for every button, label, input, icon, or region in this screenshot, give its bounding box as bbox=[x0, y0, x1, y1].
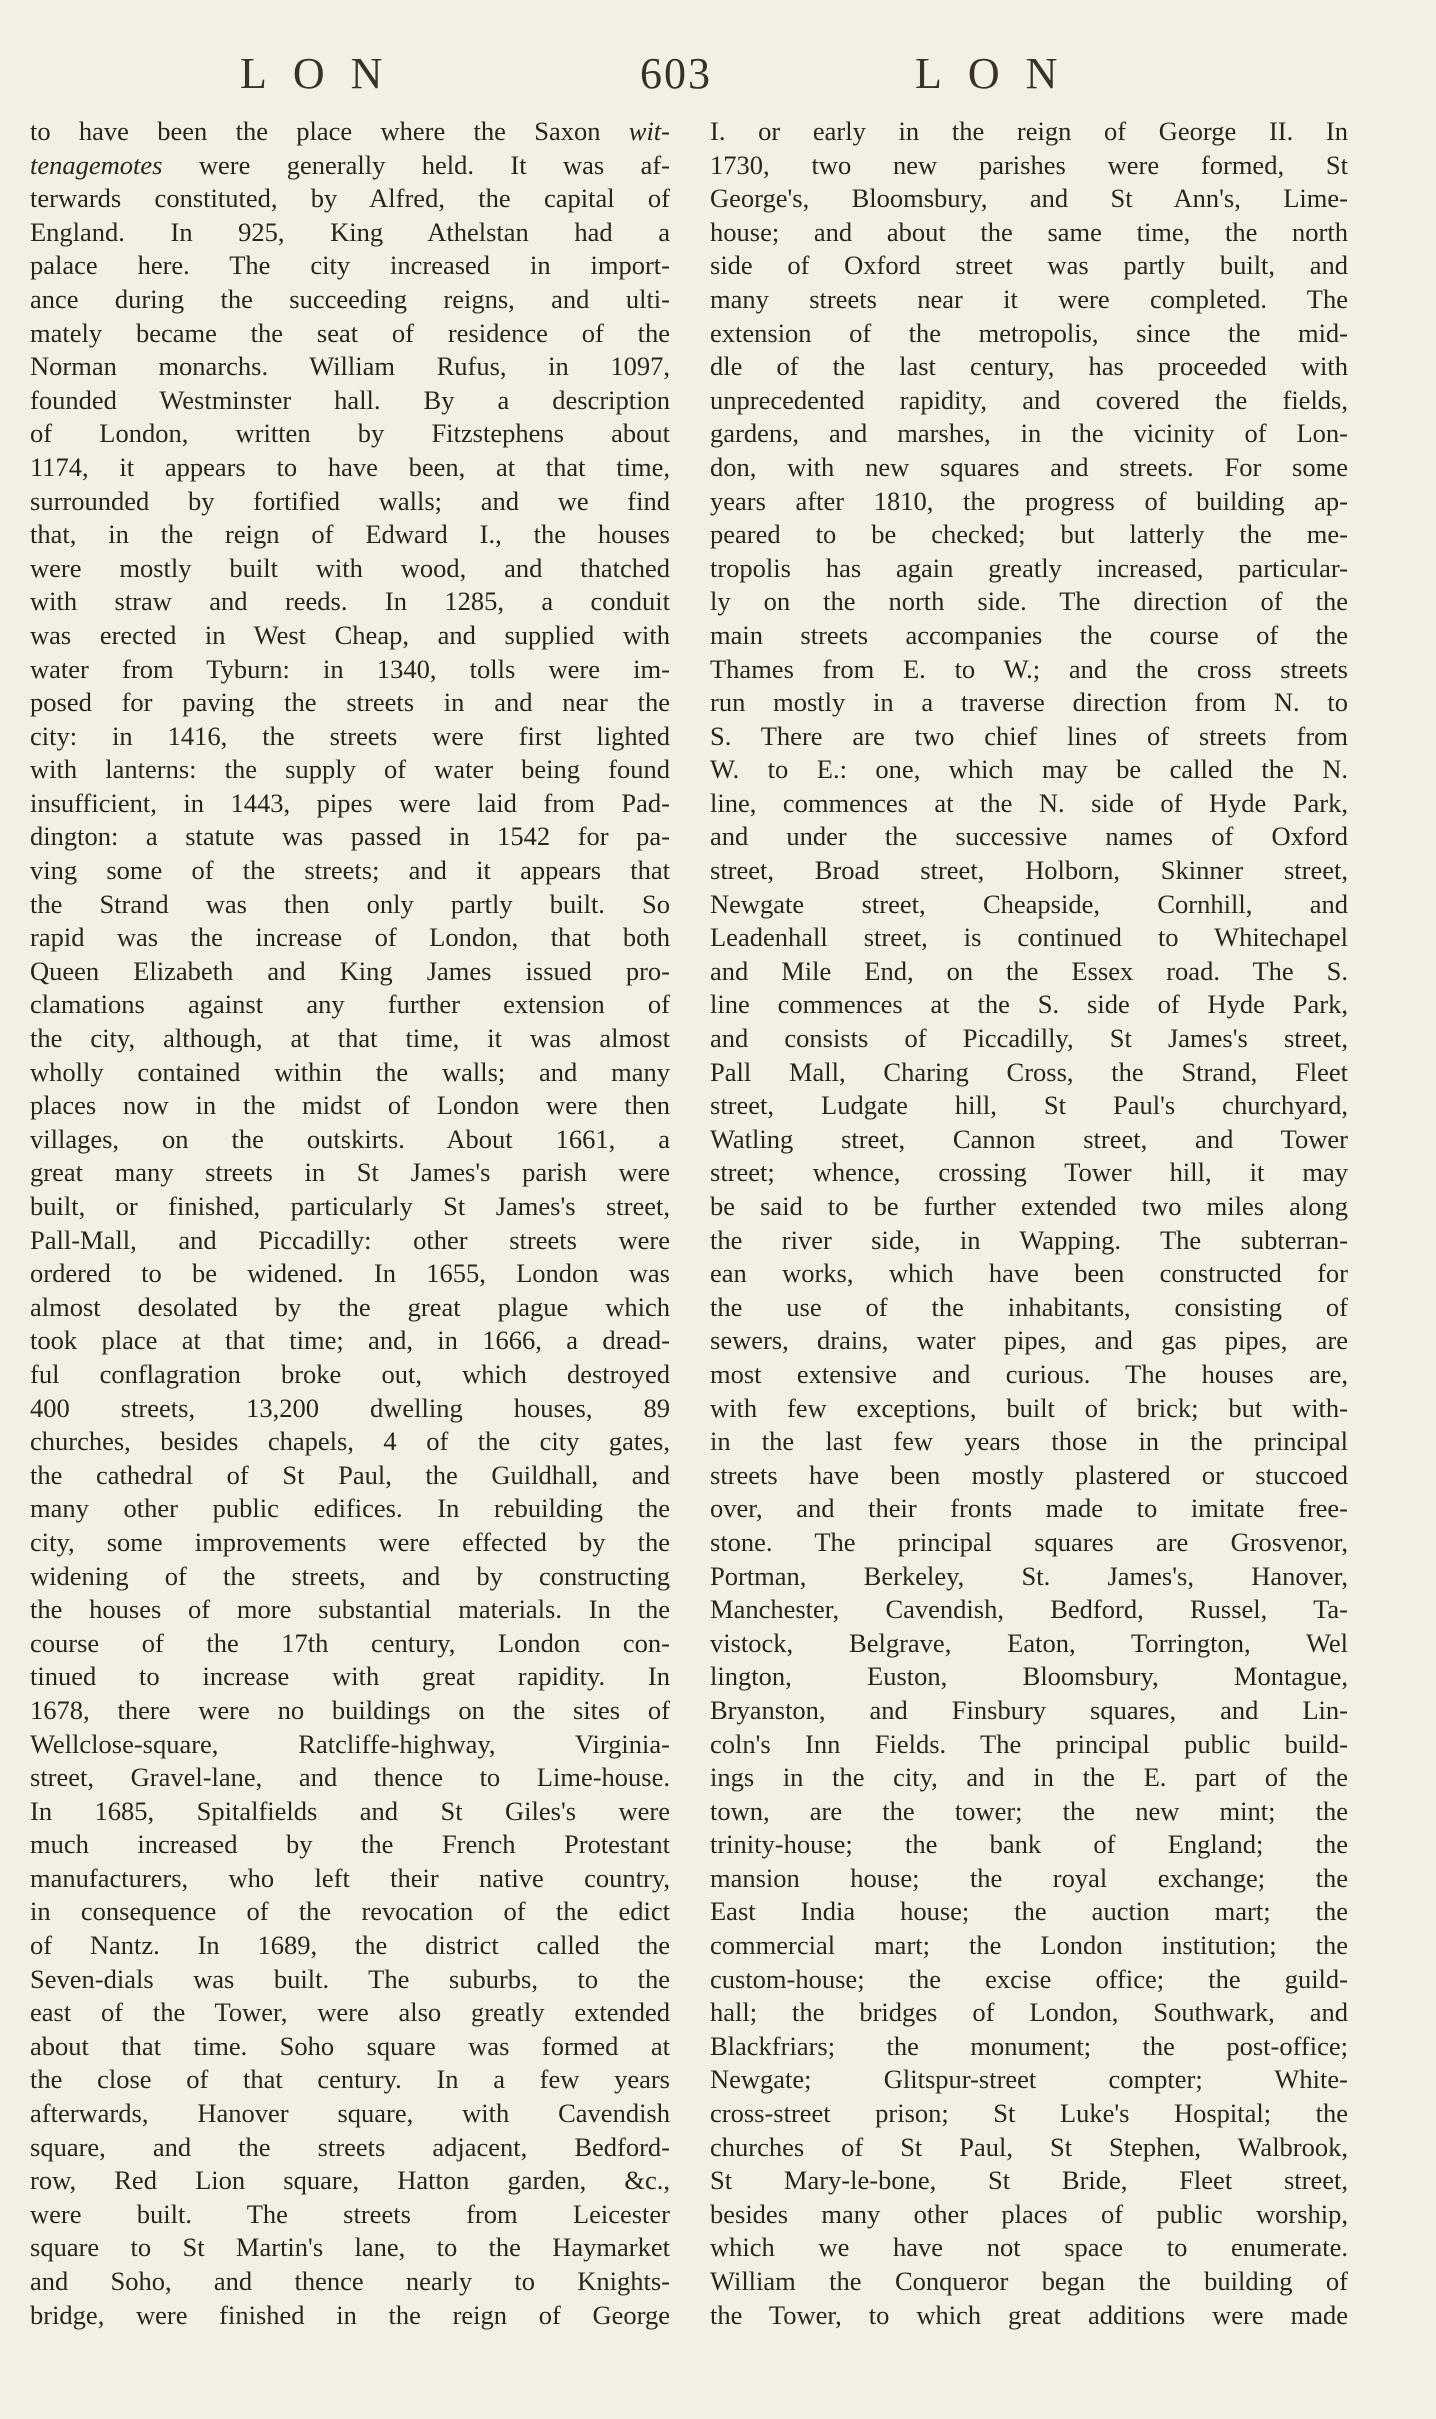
right-column-line: Newgate street, Cheapside, Cornhill, and bbox=[710, 888, 1348, 919]
left-column-line: was erected in West Cheap, and supplied with bbox=[30, 619, 670, 650]
page-number: 603 bbox=[640, 49, 712, 98]
right-column-line: William the Conqueror began the building of bbox=[710, 2266, 1348, 2296]
left-column-line: 1678, there were no buildings on the sites of bbox=[30, 1694, 670, 1725]
left-column-line: ving some of the streets; and it appears that bbox=[30, 855, 670, 886]
left-column-line: places now in the midst of London were then bbox=[30, 1090, 670, 1121]
left-column-line: the cathedral of St Paul, the Guildhall, and bbox=[30, 1459, 670, 1490]
right-column-line: St Mary-le-bone, St Bride, Fleet street, bbox=[710, 2165, 1348, 2196]
left-column-line: in consequence of the revocation of the edict bbox=[30, 1896, 670, 1927]
right-column-line: lington, Euston, Bloomsbury, Montague, bbox=[710, 1661, 1348, 1692]
right-column-line: side of Oxford street was partly built, and bbox=[710, 250, 1348, 281]
left-column-line: east of the Tower, were also greatly extended bbox=[30, 1997, 670, 2028]
left-column-line: built, or finished, particularly St James's street, bbox=[30, 1191, 670, 1221]
left-column-line: churches, besides chapels, 4 of the city gates, bbox=[30, 1426, 670, 1457]
left-column-line: tenagemotes were generally held. It was af- bbox=[30, 149, 670, 180]
right-column-line: with few exceptions, built of brick; but with- bbox=[710, 1392, 1348, 1423]
right-column-line: gardens, and marshes, in the vicinity of Lon- bbox=[710, 418, 1348, 449]
right-column-line: I. or early in the reign of George II. In bbox=[710, 116, 1348, 146]
left-column-line: that, in the reign of Edward I., the houses bbox=[30, 519, 670, 550]
right-column-line: Thames from E. to W.; and the cross streets bbox=[710, 653, 1348, 684]
right-column-line: unprecedented rapidity, and covered the fields, bbox=[710, 384, 1348, 415]
left-column-line: of Nantz. In 1689, the district called the bbox=[30, 1930, 670, 1961]
right-column-line: street, Broad street, Holborn, Skinner street, bbox=[710, 855, 1348, 886]
right-column-line: Blackfriars; the monument; the post-office; bbox=[710, 2030, 1348, 2061]
left-column-line: terwards constituted, by Alfred, the capital of bbox=[30, 183, 670, 214]
right-column-line: peared to be checked; but latterly the me- bbox=[710, 519, 1348, 550]
left-column-line: the city, although, at that time, it was almost bbox=[30, 1023, 670, 1054]
right-column-line: most extensive and curious. The houses are, bbox=[710, 1358, 1348, 1389]
left-column-line: with straw and reeds. In 1285, a conduit bbox=[30, 586, 670, 617]
left-column-line: the close of that century. In a few years bbox=[30, 2064, 670, 2095]
left-column-line: city: in 1416, the streets were first lighted bbox=[30, 720, 670, 751]
left-column-line: bridge, were finished in the reign of George bbox=[30, 2299, 670, 2330]
left-column bbox=[30, 115, 670, 2332]
left-column-line: great many streets in St James's parish were bbox=[30, 1157, 670, 1188]
right-column-line: besides many other places of public worship, bbox=[710, 2198, 1348, 2229]
left-column-line: Seven-dials was built. The suburbs, to the bbox=[30, 1963, 670, 1994]
right-column-line: stone. The principal squares are Grosvenor, bbox=[710, 1526, 1348, 1557]
right-column-line: churches of St Paul, St Stephen, Walbrook, bbox=[710, 2131, 1348, 2162]
right-column-line: and Mile End, on the Essex road. The S. bbox=[710, 955, 1348, 986]
left-column-line: ful conflagration broke out, which destroyed bbox=[30, 1358, 670, 1389]
left-column-line: 400 streets, 13,200 dwelling houses, 89 bbox=[30, 1392, 670, 1423]
right-column-line: street; whence, crossing Tower hill, it may bbox=[710, 1157, 1348, 1188]
right-column-line: George's, Bloomsbury, and St Ann's, Lime- bbox=[710, 183, 1348, 214]
left-column-line: wholly contained within the walls; and many bbox=[30, 1056, 670, 1087]
left-column-line: ance during the succeeding reigns, and ulti- bbox=[30, 283, 670, 314]
left-column-line: and Soho, and thence nearly to Knights- bbox=[30, 2266, 670, 2296]
right-column-line: S. There are two chief lines of streets from bbox=[710, 720, 1348, 751]
left-column-line: square to St Martin's lane, to the Haymarket bbox=[30, 2232, 670, 2263]
left-column-line: of London, written by Fitzstephens about bbox=[30, 418, 670, 449]
left-column-line: manufacturers, who left their native country, bbox=[30, 1862, 670, 1893]
right-column-line: the Tower, to which great additions were made bbox=[710, 2299, 1348, 2330]
right-column-line: ly on the north side. The direction of the bbox=[710, 586, 1348, 617]
left-column-line: Norman monarchs. William Rufus, in 1097, bbox=[30, 351, 670, 382]
right-column-line: which we have not space to enumerate. bbox=[710, 2232, 1348, 2263]
right-column-line: Leadenhall street, is continued to Whitechapel bbox=[710, 922, 1348, 953]
right-column-line: ean works, which have been constructed for bbox=[710, 1258, 1348, 1289]
right-column-line: line commences at the S. side of Hyde Park, bbox=[710, 989, 1348, 1020]
left-column-line: row, Red Lion square, Hatton garden, &c., bbox=[30, 2165, 670, 2196]
right-column-line: extension of the metropolis, since the mid- bbox=[710, 317, 1348, 348]
right-column-line: Manchester, Cavendish, Bedford, Russel, Ta- bbox=[710, 1594, 1348, 1625]
left-column-line: villages, on the outskirts. About 1661, a bbox=[30, 1123, 670, 1154]
left-column-line: Wellclose-square, Ratcliffe-highway, Virginia- bbox=[30, 1728, 670, 1759]
left-column-line: with lanterns: the supply of water being found bbox=[30, 754, 670, 785]
right-column-line: don, with new squares and streets. For some bbox=[710, 451, 1348, 482]
right-column-line: hall; the bridges of London, Southwark, and bbox=[710, 1997, 1348, 2028]
right-column-line: the use of the inhabitants, consisting of bbox=[710, 1291, 1348, 1322]
left-column-line: ordered to be widened. In 1655, London was bbox=[30, 1258, 670, 1289]
left-column-line: 1174, it appears to have been, at that time, bbox=[30, 451, 670, 482]
left-column-line: dington: a statute was passed in 1542 for pa- bbox=[30, 821, 670, 852]
right-column-line: street, Ludgate hill, St Paul's churchyard, bbox=[710, 1090, 1348, 1121]
right-column-line: Bryanston, and Finsbury squares, and Lin- bbox=[710, 1694, 1348, 1725]
right-column-line: town, are the tower; the new mint; the bbox=[710, 1795, 1348, 1826]
left-column-line: Pall-Mall, and Piccadilly: other streets were bbox=[30, 1224, 670, 1255]
right-column-line: tropolis has again greatly increased, particular- bbox=[710, 552, 1348, 583]
left-column-line: clamations against any further extension of bbox=[30, 989, 670, 1020]
right-column-line: dle of the last century, has proceeded with bbox=[710, 351, 1348, 382]
left-column-line: widening of the streets, and by constructing bbox=[30, 1560, 670, 1591]
left-column-line: water from Tyburn: in 1340, tolls were im- bbox=[30, 653, 670, 684]
running-head bbox=[0, 48, 1436, 108]
right-column-line: run mostly in a traverse direction from N. to bbox=[710, 687, 1348, 718]
left-column-line: almost desolated by the great plague which bbox=[30, 1291, 670, 1322]
right-column-line: many streets near it were completed. The bbox=[710, 283, 1348, 314]
left-column-line: palace here. The city increased in import- bbox=[30, 250, 670, 281]
right-column-line: custom-house; the excise office; the guild- bbox=[710, 1963, 1348, 1994]
left-column-line: many other public edifices. In rebuilding the bbox=[30, 1493, 670, 1524]
left-column-line: square, and the streets adjacent, Bedford- bbox=[30, 2131, 670, 2162]
right-column-line: the river side, in Wapping. The subterran- bbox=[710, 1224, 1348, 1255]
right-column-line: streets have been mostly plastered or stuccoed bbox=[710, 1459, 1348, 1490]
running-head-right: LON bbox=[915, 49, 1084, 98]
left-column-line: Queen Elizabeth and King James issued pro- bbox=[30, 955, 670, 986]
right-column-line: sewers, drains, water pipes, and gas pipes, are bbox=[710, 1325, 1348, 1356]
right-column-line: mansion house; the royal exchange; the bbox=[710, 1862, 1348, 1893]
left-column-line: were built. The streets from Leicester bbox=[30, 2198, 670, 2229]
right-column-line: coln's Inn Fields. The principal public build- bbox=[710, 1728, 1348, 1759]
right-column-line: in the last few years those in the principal bbox=[710, 1426, 1348, 1457]
right-column-line: Pall Mall, Charing Cross, the Strand, Fleet bbox=[710, 1056, 1348, 1087]
left-column-line: to have been the place where the Saxon wit- bbox=[30, 116, 670, 146]
left-column-line: founded Westminster hall. By a description bbox=[30, 384, 670, 415]
right-column bbox=[710, 115, 1348, 2332]
right-column-line: commercial mart; the London institution; the bbox=[710, 1930, 1348, 1961]
left-column-line: posed for paving the streets in and near the bbox=[30, 687, 670, 718]
left-column-line: mately became the seat of residence of the bbox=[30, 317, 670, 348]
right-column-line: ings in the city, and in the E. part of the bbox=[710, 1762, 1348, 1793]
right-column-line: main streets accompanies the course of the bbox=[710, 619, 1348, 650]
right-column-line: line, commences at the N. side of Hyde Park, bbox=[710, 787, 1348, 818]
right-column-line: be said to be further extended two miles along bbox=[710, 1191, 1348, 1221]
left-column-line: the Strand was then only partly built. So bbox=[30, 888, 670, 919]
left-column-line: much increased by the French Protestant bbox=[30, 1829, 670, 1860]
left-column-line: afterwards, Hanover square, with Cavendish bbox=[30, 2098, 670, 2129]
left-column-line: about that time. Soho square was formed at bbox=[30, 2030, 670, 2061]
left-column-line: street, Gravel-lane, and thence to Lime-house. bbox=[30, 1762, 670, 1793]
right-column-line: East India house; the auction mart; the bbox=[710, 1896, 1348, 1927]
left-column-line: surrounded by fortified walls; and we find bbox=[30, 485, 670, 516]
right-column-line: Watling street, Cannon street, and Tower bbox=[710, 1123, 1348, 1154]
right-column-line: vistock, Belgrave, Eaton, Torrington, Wel bbox=[710, 1627, 1348, 1658]
right-column-line: and under the successive names of Oxford bbox=[710, 821, 1348, 852]
right-column-line: trinity-house; the bank of England; the bbox=[710, 1829, 1348, 1860]
left-column-line: insufficient, in 1443, pipes were laid from Pad- bbox=[30, 787, 670, 818]
right-column-line: cross-street prison; St Luke's Hospital; the bbox=[710, 2098, 1348, 2129]
left-column-line: In 1685, Spitalfields and St Giles's were bbox=[30, 1795, 670, 1826]
right-column-line: W. to E.: one, which may be called the N. bbox=[710, 754, 1348, 785]
right-column-line: Newgate; Glitspur-street compter; White- bbox=[710, 2064, 1348, 2095]
left-column-line: tinued to increase with great rapidity. In bbox=[30, 1661, 670, 1692]
left-column-line: were mostly built with wood, and thatched bbox=[30, 552, 670, 583]
right-column-line: and consists of Piccadilly, St James's street, bbox=[710, 1023, 1348, 1054]
left-column-line: England. In 925, King Athelstan had a bbox=[30, 216, 670, 247]
left-column-line: course of the 17th century, London con- bbox=[30, 1627, 670, 1658]
right-column-line: house; and about the same time, the north bbox=[710, 216, 1348, 247]
left-column-line: took place at that time; and, in 1666, a dread- bbox=[30, 1325, 670, 1356]
right-column-line: 1730, two new parishes were formed, St bbox=[710, 149, 1348, 180]
left-column-line: rapid was the increase of London, that both bbox=[30, 922, 670, 953]
left-column-line: the houses of more substantial materials. In the bbox=[30, 1594, 670, 1625]
right-column-line: Portman, Berkeley, St. James's, Hanover, bbox=[710, 1560, 1348, 1591]
left-column-line: city, some improvements were effected by the bbox=[30, 1526, 670, 1557]
right-column-line: over, and their fronts made to imitate free- bbox=[710, 1493, 1348, 1524]
right-column-line: years after 1810, the progress of building ap- bbox=[710, 485, 1348, 516]
running-head-left: LON bbox=[240, 49, 409, 98]
